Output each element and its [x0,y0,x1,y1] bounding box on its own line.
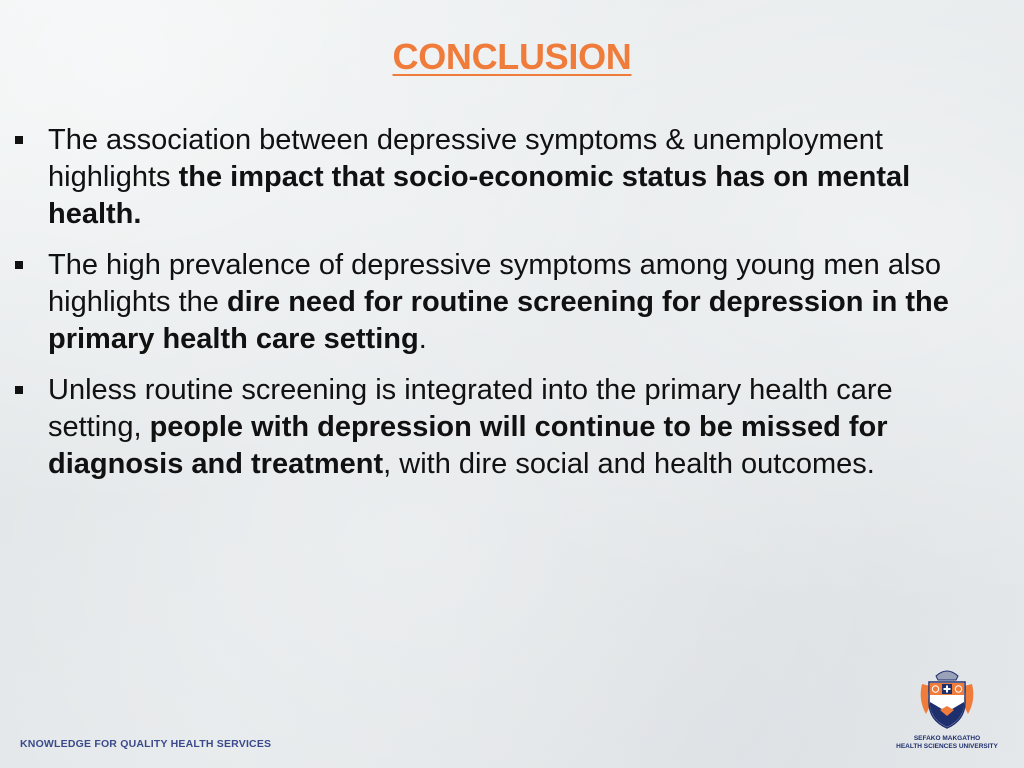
bullet-list [48,122,968,497]
slide-title-text: CONCLUSION [392,36,632,77]
bullet-item [48,122,968,233]
bullet-text-bold: the impact that socio-economic status has on mental health. [48,161,911,230]
bullet-item [48,372,968,483]
bullet-text-bold: people with depression will continue to be missed for diagnosis and treatment [48,411,888,480]
slide-title [0,36,1024,78]
bullet-text-bold: dire need for routine screening for depression in the primary health care setting [48,286,949,355]
bullet-text: , with dire social and health outcomes. [383,448,875,480]
square-bullet-icon [15,136,23,144]
university-name [888,735,1006,751]
bullet-text: The high prevalence of depressive symptoms among young men also highlights the [48,249,942,318]
university-name-line2: HEALTH SCIENCES UNIVERSITY [896,743,998,750]
footer-tagline: KNOWLEDGE FOR QUALITY HEALTH SERVICES [20,738,272,750]
square-bullet-icon [15,261,23,269]
bullet-item [48,247,968,358]
bullet-text: The association between depressive symptoms & unemployment highlights [48,124,883,193]
square-bullet-icon [15,386,23,394]
bullet-text: Unless routine screening is integrated into the primary health care setting, [48,374,893,443]
bullet-text: . [418,323,427,355]
university-crest-icon [912,666,982,732]
university-name-line1: SEFAKO MAKGATHO [913,735,981,742]
